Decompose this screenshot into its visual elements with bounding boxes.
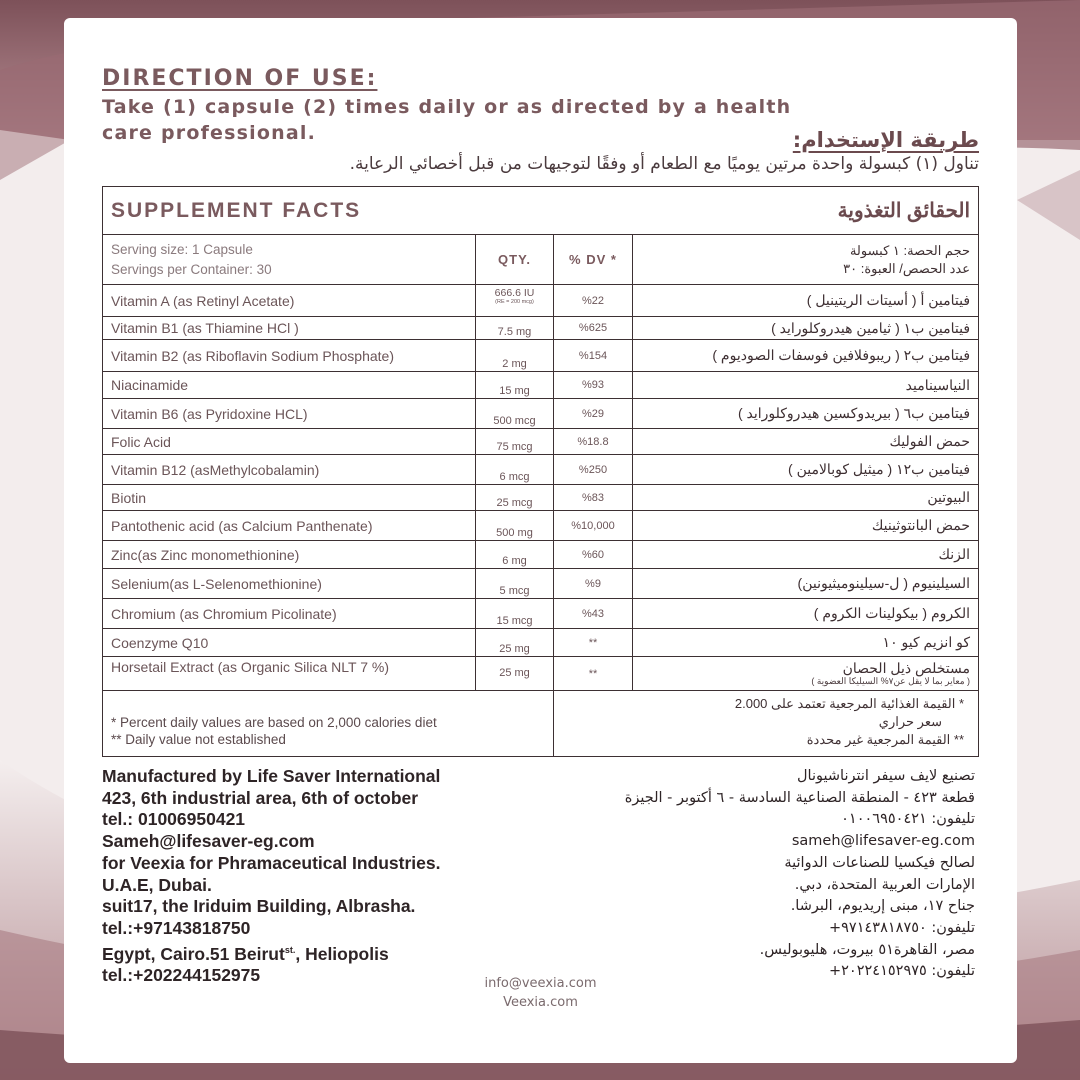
table-row [103,429,979,455]
nutrient-name-ar: كو انزيم كيو ١٠ [633,629,979,657]
footnotes-en [103,691,554,757]
nutrient-name: Selenium(as L-Selenomethionine) [103,569,476,599]
mfg-line: Egypt, Cairo.51 Beirut [102,943,285,964]
nutrient-name-ar: حمض البانتوثينيك [633,511,979,541]
mfg-line: Manufactured by Life Saver International [102,766,441,786]
nutrient-dv: %22 [554,285,633,317]
table-row [103,372,979,399]
nutrient-name-ar: فيتامين أ ( أسيتات الريتينيل ) [633,285,979,317]
nutrient-qty: 500 mcg [476,399,554,429]
manufacturer-info-ar [625,766,975,983]
contact-email: info@veexia.com [484,976,597,991]
nutrient-name: Vitamin B6 (as Pyridoxine HCL) [103,399,476,429]
serving-info-ar [633,235,979,285]
mfg-line-address [102,940,440,966]
mfg-line: tel.:+202244152975 [102,965,261,986]
table-row [103,455,979,485]
nutrient-name-ar: فيتامين ب٢ ( ريبوفلافين فوسفات الصوديوم ) [633,340,979,372]
qty-header: QTY. [476,235,554,285]
mfg-line-ar: تليفون: ٩٧١٤٣٨١٨٧٥٠+ [828,919,975,936]
footnote-dv-ar: * القيمة الغذائية المرجعية تعتمد على 2.000 [734,696,965,711]
footnotes-ar [554,691,979,757]
nutrient-sub-ar: ( معاير بما لا يقل عن٧% السيليكا العضوية ) [811,676,971,686]
direction-title-ar: طريقة الإستخدام: [792,128,979,152]
nutrient-dv: %83 [554,485,633,511]
nutrient-dv: %93 [554,372,633,399]
nutrient-dv: %625 [554,317,633,340]
footnote-dv: * Percent daily values are based on 2,000 calories diet [111,715,437,730]
nutrient-name: Niacinamide [103,372,476,399]
table-row [103,629,979,657]
nutrient-qty-sub: (RE = 200 mcg) [495,299,534,305]
table-row [103,399,979,429]
nutrient-qty: 25 mg [476,629,554,657]
table-row [103,511,979,541]
nutrient-name-ar: البيوتين [633,485,979,511]
nutrient-name: Vitamin A (as Retinyl Acetate) [103,285,476,317]
nutrient-dv: %250 [554,455,633,485]
mfg-line: 423, 6th industrial area, 6th of october [102,787,419,808]
nutrient-qty [476,285,554,317]
nutrient-name: Folic Acid [103,429,476,455]
nutrient-name-ar: النياسيناميد [633,372,979,399]
nutrient-name: Pantothenic acid (as Calcium Panthenate) [103,511,476,541]
nutrient-name-ar-cell [633,657,979,691]
nutrient-dv: ** [554,657,633,691]
nutrient-name-ar: فيتامين ب٦ ( بيريدوكسين هيدروكلورايد ) [633,399,979,429]
nutrient-qty: 7.5 mg [476,317,554,340]
facts-title-ar-cell [554,187,979,235]
nutrient-qty-value: 666.6 IU [494,287,535,299]
nutrient-qty: 5 mcg [476,569,554,599]
nutrient-name-ar: الزنك [633,541,979,569]
table-row [103,599,979,629]
nutrient-qty: 15 mcg [476,599,554,629]
mfg-line-ar: تليفون: ٢٠٢٢٤١٥٢٩٧٥+ [828,963,975,980]
table-row [103,569,979,599]
footnote-dv-ar-cont: سعر حراري [878,714,943,729]
mfg-line-ar: جناح ١٧، مبنى إريديوم، البرشا. [790,898,975,915]
nutrient-name-ar: حمض الفوليك [633,429,979,455]
mfg-line-ar: تليفون: ٠١٠٠٦٩٥٠٤٢١ [841,811,975,828]
table-row [103,541,979,569]
footnote-not-established: ** Daily value not established [111,732,286,747]
nutrient-dv: %10,000 [554,511,633,541]
nutrient-dv: %29 [554,399,633,429]
table-row [103,340,979,372]
serving-info [103,235,476,285]
nutrient-name: Vitamin B2 (as Riboflavin Sodium Phosphate) [103,340,476,372]
contact-website: Veexia.com [503,995,578,1010]
facts-title-cell [103,187,554,235]
dv-header: % DV * [554,235,633,285]
serving-size-ar: حجم الحصة: ١ كبسولة [849,242,971,258]
nutrient-name-ar: فيتامين ب١٢ ( ميثيل كوبالامين ) [633,455,979,485]
nutrient-dv: %154 [554,340,633,372]
facts-title-ar: الحقائق التغذوية [837,200,971,222]
mfg-line-ar: لصالح فيكسيا للصناعات الدوائية [784,854,975,871]
nutrient-qty: 25 mg [476,657,554,691]
label-card [64,18,1017,1063]
mfg-line-ar: مصر، القاهرة٥١ بيروت، هليوبوليس. [759,941,975,958]
serving-size: Serving size: 1 Capsule [111,241,253,257]
direction-title: DIRECTION OF USE: [102,66,378,91]
table-row [103,485,979,511]
mfg-line: U.A.E, Dubai. [102,874,212,895]
facts-title: SUPPLEMENT FACTS [111,198,362,222]
nutrient-qty: 500 mg [476,511,554,541]
nutrient-dv: %18.8 [554,429,633,455]
table-row [103,285,979,317]
nutrient-name: Zinc(as Zinc monomethionine) [103,541,476,569]
mfg-line: tel.: 01006950421 [102,809,246,830]
nutrient-name: Vitamin B1 (as Thiamine HCl ) [103,317,476,340]
mfg-sup: st. [284,944,296,955]
nutrient-name: Vitamin B12 (asMethylcobalamin) [103,455,476,485]
serving-row [103,235,979,285]
mfg-line-ar: تصنيع لايف سيفر انترناشيونال [797,768,975,784]
nutrient-name-ar: فيتامين ب١ ( ثيامين هيدروكلورايد ) [633,317,979,340]
nutrient-name-ar: مستخلص ذيل الحصان [842,660,971,676]
nutrient-qty: 15 mg [476,372,554,399]
nutrient-name: Biotin [103,485,476,511]
nutrient-qty: 2 mg [476,340,554,372]
nutrient-dv: %60 [554,541,633,569]
nutrient-name: Chromium (as Chromium Picolinate) [103,599,476,629]
nutrient-qty: 6 mg [476,541,554,569]
footnote-not-established-ar: ** القيمة المرجعية غير محددة [806,732,965,747]
nutrient-dv: ** [554,629,633,657]
mfg-line-ar: sameh@lifesaver-eg.com [791,833,975,850]
nutrient-dv: %43 [554,599,633,629]
servings-per-container-ar: عدد الحصص/ العبوة: ٣٠ [843,260,971,276]
direction-text-ar: تناول (١) كبسولة واحدة مرتين يوميًا مع الطعام أو وفقًا لتوجيهات من قبل أخصائي الرعاية. [349,154,979,174]
footnote-row [103,691,979,757]
direction-text: Take (1) capsule (2) times daily or as directed by a health care professional. [102,96,792,144]
nutrient-qty: 25 mcg [476,485,554,511]
nutrient-name: Coenzyme Q10 [103,629,476,657]
mfg-line: tel.:+97143818750 [102,917,251,938]
mfg-line-ar: الإمارات العربية المتحدة، دبي. [794,876,975,893]
nutrient-qty: 75 mcg [476,429,554,455]
servings-per-container: Servings per Container: 30 [111,261,272,277]
supplement-facts-table [102,186,979,757]
nutrient-dv: %9 [554,569,633,599]
table-row [103,657,979,691]
nutrient-name: Horsetail Extract (as Organic Silica NLT 7 %) [103,657,476,691]
manufacturer-info [102,766,440,987]
table-row [103,317,979,340]
mfg-line: suit17, the Iriduim Building, Albrasha. [102,896,416,917]
mfg-line-tail: , Heliopolis [295,943,389,964]
mfg-line: for Veexia for Phramaceutical Industries. [102,852,441,873]
facts-title-row [103,187,979,235]
mfg-line: Sameh@lifesaver-eg.com [102,831,315,852]
nutrient-name-ar: السيلينيوم ( ل-سيلينوميثيونين) [633,569,979,599]
nutrient-qty: 6 mcg [476,455,554,485]
mfg-line-ar: قطعة ٤٢٣ - المنطقة الصناعية السادسة - ٦ أكتوبر - الجيزة [624,789,975,806]
nutrient-name-ar: الكروم ( بيكولينات الكروم ) [633,599,979,629]
